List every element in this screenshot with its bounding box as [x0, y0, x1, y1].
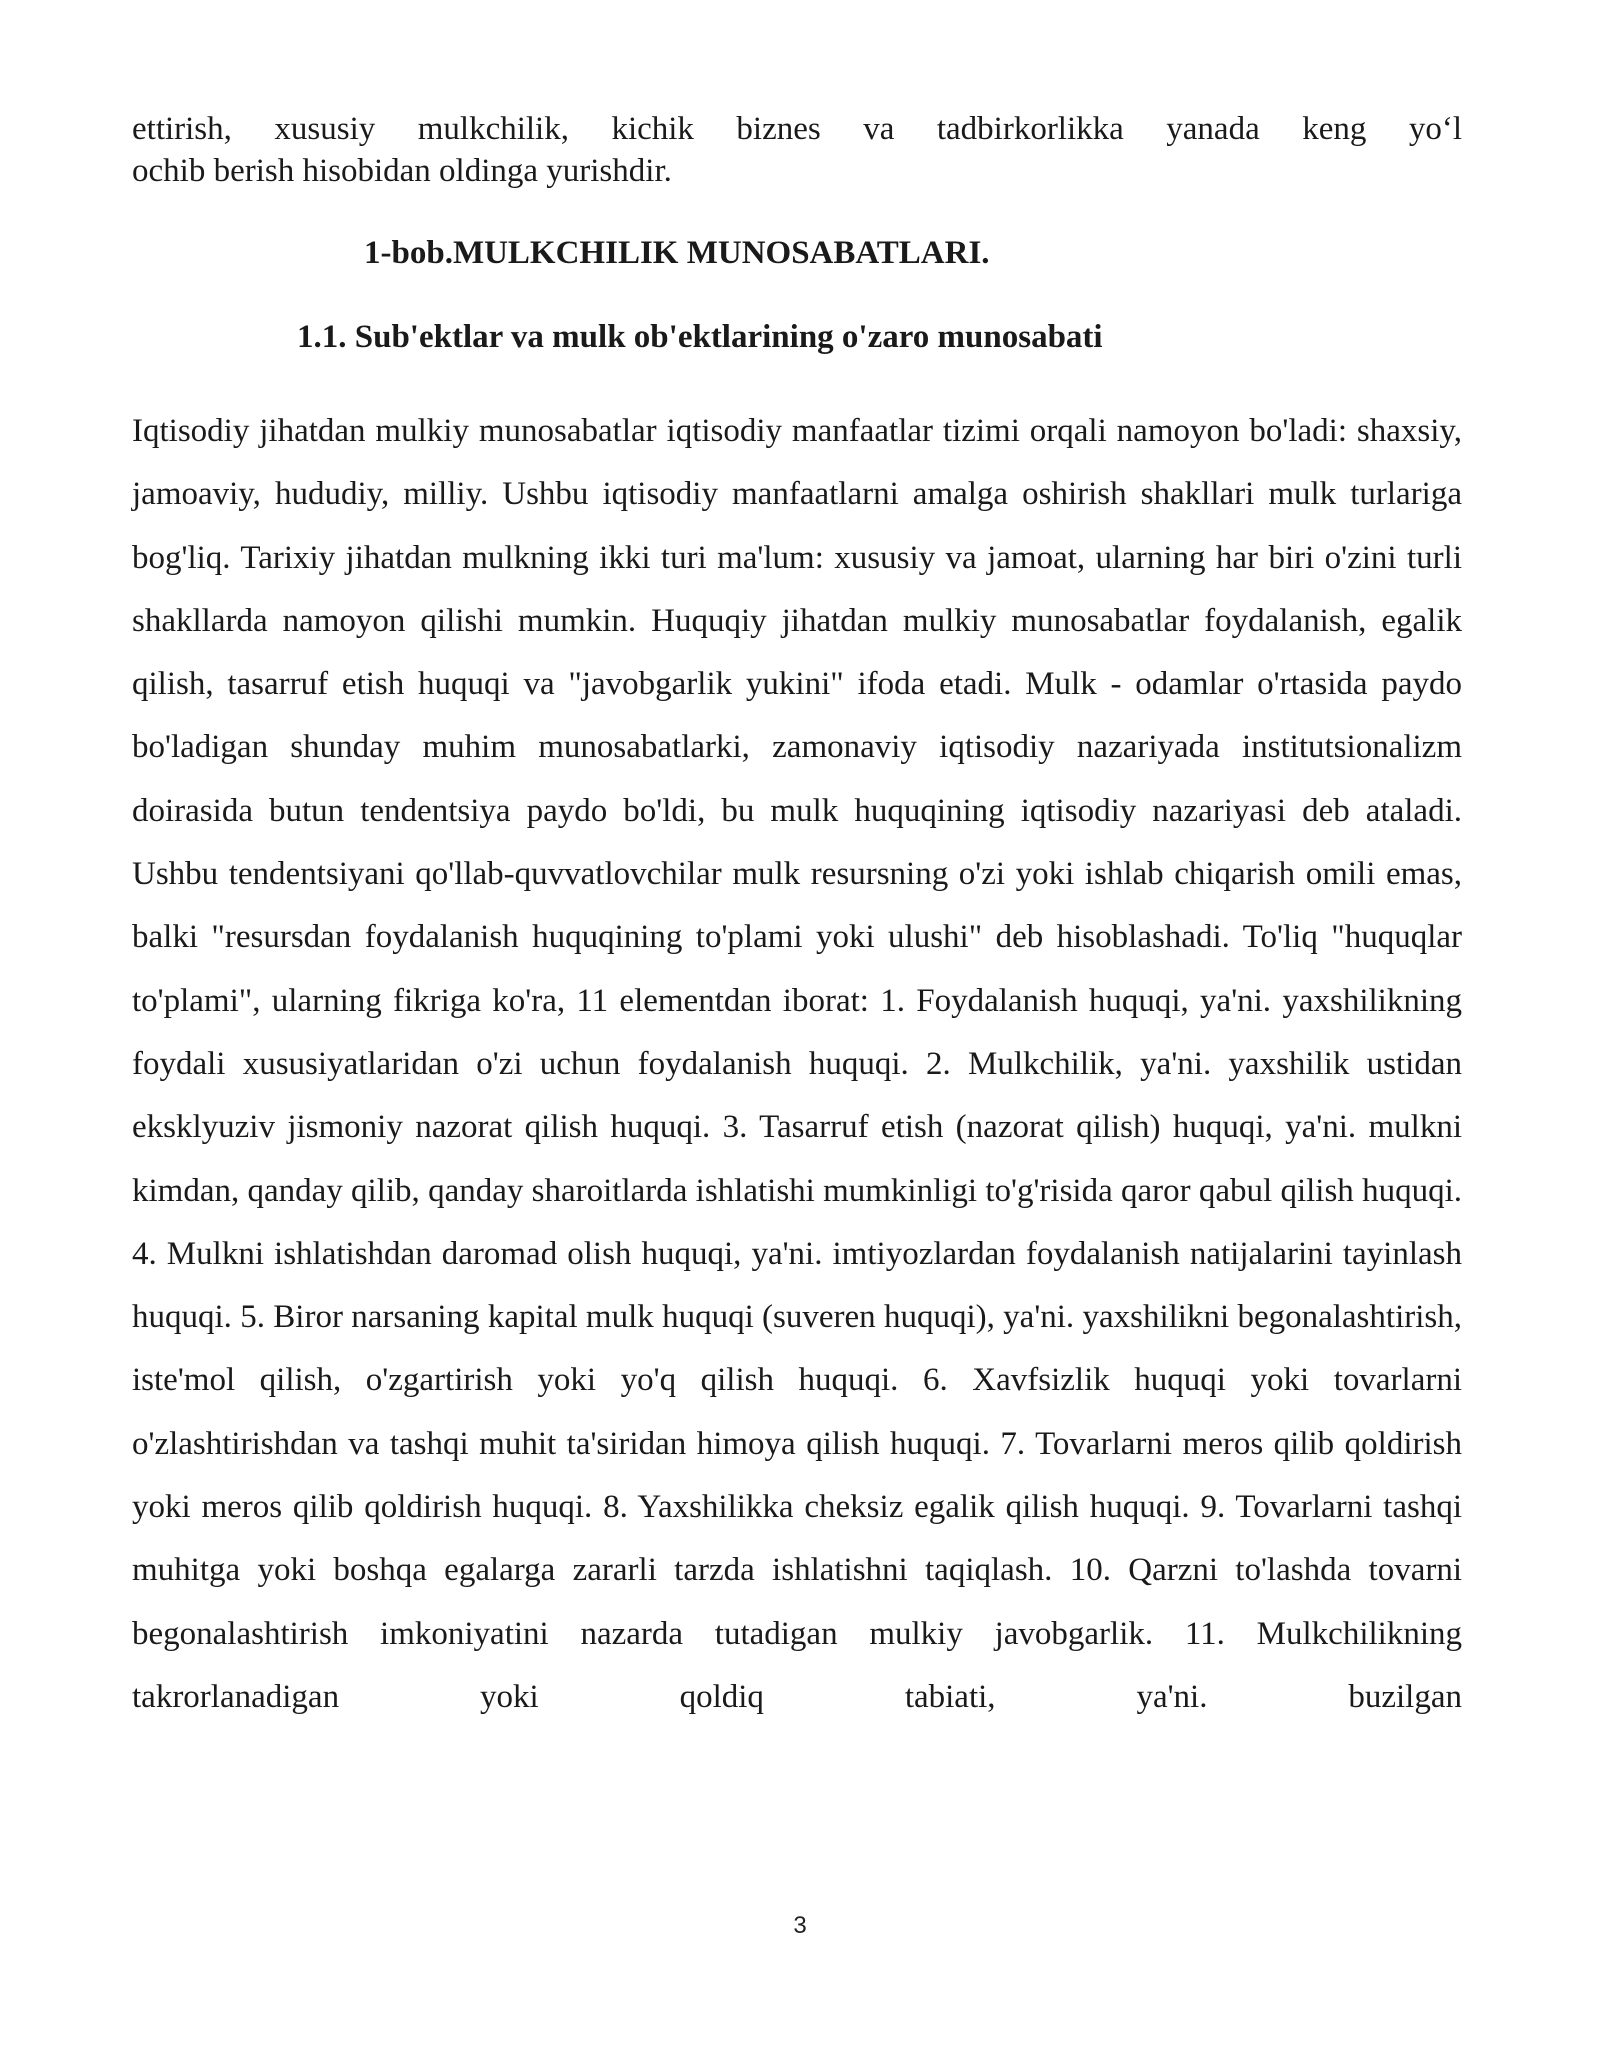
- intro-paragraph: [132, 108, 1462, 192]
- intro-line-2: ochib berish hisobidan oldinga yurishdir.: [132, 153, 672, 189]
- page-number: 3: [793, 1912, 807, 1939]
- section-title: 1.1. Sub'ektlar va mulk ob'ektlarining o'zaro munosabati: [297, 319, 1103, 355]
- document-page: [132, 108, 1462, 1715]
- chapter-title: 1-bob.MULKCHILIK MUNOSABATLARI.: [364, 235, 990, 271]
- intro-line-1: ettirish, xususiy mulkchilik, kichik biznes va tadbirkorlikka yanada keng yo‘l: [132, 111, 1462, 147]
- body-paragraph: Iqtisodiy jihatdan mulkiy munosabatlar iqtisodiy manfaatlar tizimi orqali namoyon bo'ladi: shaxsiy, jamoaviy, hududiy, milliy. Ushbu iqtisodiy manfaatlarni amalga oshirish shakllari mulk turlariga bog'liq. Tarixiy jihatdan mulkning ikki turi ma'lum: xususiy va jamoat, ularning har biri o'zini turli shakllarda namoyon qilishi mumkin. Huquqiy jihatdan mulkiy munosabatlar foydalanish, egalik qilish, tasarruf etish huquqi va "javobgarlik yukini" ifoda etadi. Mulk - odamlar o'rtasida paydo bo'ladigan shunday muhim munosabatlarki, zamonaviy iqtisodiy nazariyada institutsionalizm doirasida butun tendentsiya paydo bo'ldi, bu mulk huquqining iqtisodiy nazariyasi deb ataladi. Ushbu tendentsiyani qo'llab-quvvatlovchilar mulk resursning o'zi yoki ishlab chiqarish omili emas, balki "resursdan foydalanish huquqining to'plami yoki ulushi" deb hisoblashadi. To'liq "huquqlar to'plami", ularning fikriga ko'ra, 11 elementdan iborat: 1. Foydalanish huquqi, ya'ni. yaxshilikning foydali xususiyatlaridan o'zi uchun foydalanish huquqi. 2. Mulkchilik, ya'ni. yaxshilik ustidan eksklyuziv jismoniy nazorat qilish huquqi. 3. Tasarruf etish (nazorat qilish) huquqi, ya'ni. mulkni kimdan, qanday qilib, qanday sharoitlarda ishlatishi mumkinligi to'g'risida qaror qabul qilish huquqi. 4. Mulkni ishlatishdan daromad olish huquqi, ya'ni. imtiyozlardan foydalanish natijalarini tayinlash huquqi. 5. Biror narsaning kapital mulk huquqi (suveren huquqi), ya'ni. yaxshilikni begonalashtirish, iste'mol qilish, o'zgartirish yoki yo'q qilish huquqi. 6. Xavfsizlik huquqi yoki tovarlarni o'zlashtirishdan va tashqi muhit ta'siridan himoya qilish huquqi. 7. Tovarlarni meros qilib qoldirish yoki meros qilib qoldirish huquqi. 8. Yaxshilikka cheksiz egalik qilish huquqi. 9. Tovarlarni tashqi muhitga yoki boshqa egalarga zararli tarzda ishlatishni taqiqlash. 10. Qarzni to'lashda tovarni begonalashtirish imkoniyatini nazarda tutadigan mulkiy javobgarlik. 11. Mulkchilikning takrorlanadigan yoki qoldiq tabiati, ya'ni. buzilgan: [132, 413, 1462, 1715]
